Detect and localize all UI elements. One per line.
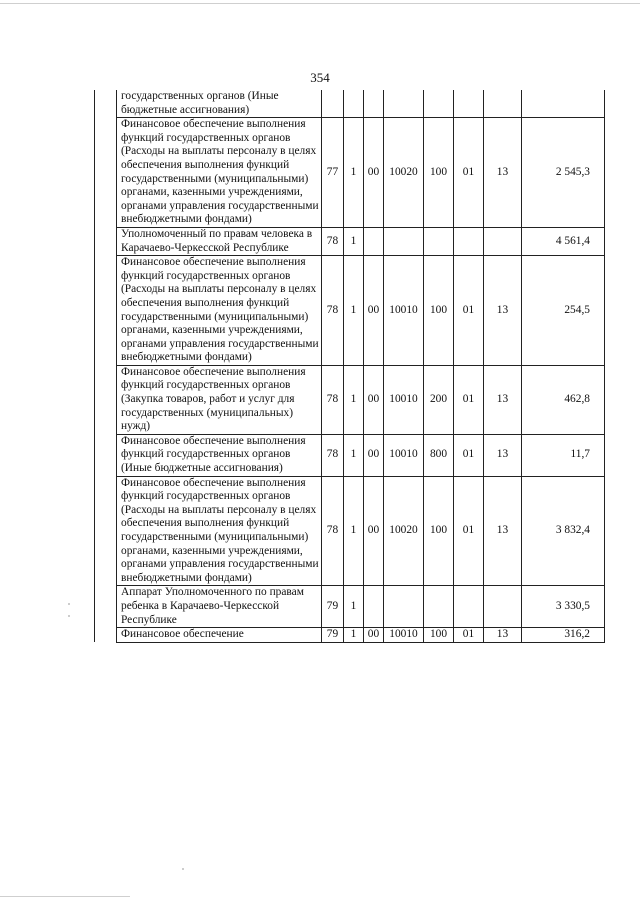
table-row xyxy=(95,227,605,255)
left-margin-cell xyxy=(95,118,117,228)
code7-cell: 13 xyxy=(484,476,522,586)
expense-type-cell: 100 xyxy=(424,476,454,586)
left-margin-cell xyxy=(95,434,117,476)
table-row xyxy=(95,476,605,586)
glava-cell: 79 xyxy=(322,628,344,643)
table-body xyxy=(95,90,605,642)
amount-cell: 462,8 xyxy=(522,365,605,434)
amount-cell: 3 330,5 xyxy=(522,586,605,628)
glava-cell xyxy=(322,90,344,118)
glava-cell: 78 xyxy=(322,256,344,366)
description-cell: Финансовое обеспечение выполнения функций государственных органов (Расходы на выплаты персоналу в целях обеспечения выполнения функций государственными (муниципальными) органами, казенными учреждениями, органами управления государственными внебюджетными фондами) xyxy=(117,476,322,586)
subsection-cell xyxy=(364,90,384,118)
budget-table xyxy=(94,90,605,643)
target-code-cell: 10010 xyxy=(384,365,424,434)
page-number: 354 xyxy=(310,70,330,85)
subsection-cell: 00 xyxy=(364,628,384,643)
left-margin-cell xyxy=(95,256,117,366)
left-margin-cell xyxy=(95,90,117,118)
code7-cell: 13 xyxy=(484,628,522,643)
table-row xyxy=(95,434,605,476)
section-cell xyxy=(344,90,364,118)
target-code-cell: 10020 xyxy=(384,118,424,228)
scan-artifact-line xyxy=(0,3,640,4)
section-cell: 1 xyxy=(344,365,364,434)
table-row xyxy=(95,256,605,366)
code7-cell: 13 xyxy=(484,365,522,434)
glava-cell: 78 xyxy=(322,227,344,255)
description-cell: государственных органов (Иные бюджетные ассигнования) xyxy=(117,90,322,118)
target-code-cell xyxy=(384,90,424,118)
code7-cell: 13 xyxy=(484,118,522,228)
amount-cell: 11,7 xyxy=(522,434,605,476)
section-cell: 1 xyxy=(344,118,364,228)
amount-cell: 2 545,3 xyxy=(522,118,605,228)
section-cell: 1 xyxy=(344,227,364,255)
target-code-cell xyxy=(384,227,424,255)
description-cell: Аппарат Уполномоченного по правам ребенка в Карачаево-Черкесской Республике xyxy=(117,586,322,628)
code6-cell: 01 xyxy=(454,365,484,434)
subsection-cell: 00 xyxy=(364,256,384,366)
section-cell: 1 xyxy=(344,628,364,643)
amount-cell: 3 832,4 xyxy=(522,476,605,586)
code6-cell: 01 xyxy=(454,628,484,643)
code6-cell xyxy=(454,586,484,628)
code7-cell xyxy=(484,586,522,628)
code7-cell xyxy=(484,227,522,255)
table-row xyxy=(95,118,605,228)
code6-cell: 01 xyxy=(454,256,484,366)
expense-type-cell xyxy=(424,586,454,628)
glava-cell: 77 xyxy=(322,118,344,228)
left-margin-cell xyxy=(95,628,117,643)
subsection-cell: 00 xyxy=(364,434,384,476)
section-cell: 1 xyxy=(344,586,364,628)
code6-cell: 01 xyxy=(454,118,484,228)
amount-cell: 254,5 xyxy=(522,256,605,366)
table-row xyxy=(95,586,605,628)
description-cell: Финансовое обеспечение выполнения функций государственных органов (Закупка товаров, работ и услуг для государственных (муниципальных) нужд) xyxy=(117,365,322,434)
glava-cell: 78 xyxy=(322,476,344,586)
target-code-cell: 10020 xyxy=(384,476,424,586)
target-code-cell: 10010 xyxy=(384,628,424,643)
subsection-cell xyxy=(364,227,384,255)
subsection-cell xyxy=(364,586,384,628)
expense-type-cell: 100 xyxy=(424,256,454,366)
expense-type-cell: 800 xyxy=(424,434,454,476)
target-code-cell xyxy=(384,586,424,628)
expense-type-cell: 200 xyxy=(424,365,454,434)
scan-artifact-dot xyxy=(68,603,70,605)
code6-cell xyxy=(454,227,484,255)
target-code-cell: 10010 xyxy=(384,434,424,476)
scan-artifact-dot xyxy=(182,868,184,870)
table-row xyxy=(95,365,605,434)
left-margin-cell xyxy=(95,476,117,586)
code6-cell: 01 xyxy=(454,434,484,476)
left-margin-cell xyxy=(95,227,117,255)
expense-type-cell: 100 xyxy=(424,118,454,228)
subsection-cell: 00 xyxy=(364,476,384,586)
subsection-cell: 00 xyxy=(364,365,384,434)
code7-cell xyxy=(484,90,522,118)
section-cell: 1 xyxy=(344,256,364,366)
left-margin-cell xyxy=(95,586,117,628)
table-row xyxy=(95,628,605,643)
code6-cell: 01 xyxy=(454,476,484,586)
amount-cell xyxy=(522,90,605,118)
expense-type-cell xyxy=(424,90,454,118)
description-cell: Финансовое обеспечение выполнения функций государственных органов (Расходы на выплаты персоналу в целях обеспечения выполнения функций государственными (муниципальными) органами, казенными учреждениями, органами управления государственными внебюджетными фондами) xyxy=(117,118,322,228)
target-code-cell: 10010 xyxy=(384,256,424,366)
code7-cell: 13 xyxy=(484,434,522,476)
glava-cell: 78 xyxy=(322,434,344,476)
glava-cell: 78 xyxy=(322,365,344,434)
expense-type-cell: 100 xyxy=(424,628,454,643)
scan-artifact-dot xyxy=(68,615,70,617)
description-cell: Финансовое обеспечение выполнения функций государственных органов (Иные бюджетные ассигнования) xyxy=(117,434,322,476)
table-row xyxy=(95,90,605,118)
subsection-cell: 00 xyxy=(364,118,384,228)
section-cell: 1 xyxy=(344,434,364,476)
code6-cell xyxy=(454,90,484,118)
glava-cell: 79 xyxy=(322,586,344,628)
description-cell: Финансовое обеспечение выполнения функций государственных органов (Расходы на выплаты персоналу в целях обеспечения выполнения функций государственными (муниципальными) органами, казенными учреждениями, органами управления государственными внебюджетными фондами) xyxy=(117,256,322,366)
description-cell: Финансовое обеспечение xyxy=(117,628,322,643)
scan-artifact-line xyxy=(0,896,130,897)
amount-cell: 316,2 xyxy=(522,628,605,643)
expense-type-cell xyxy=(424,227,454,255)
section-cell: 1 xyxy=(344,476,364,586)
description-cell: Уполномоченный по правам человека в Карачаево-Черкесской Республике xyxy=(117,227,322,255)
left-margin-cell xyxy=(95,365,117,434)
amount-cell: 4 561,4 xyxy=(522,227,605,255)
code7-cell: 13 xyxy=(484,256,522,366)
